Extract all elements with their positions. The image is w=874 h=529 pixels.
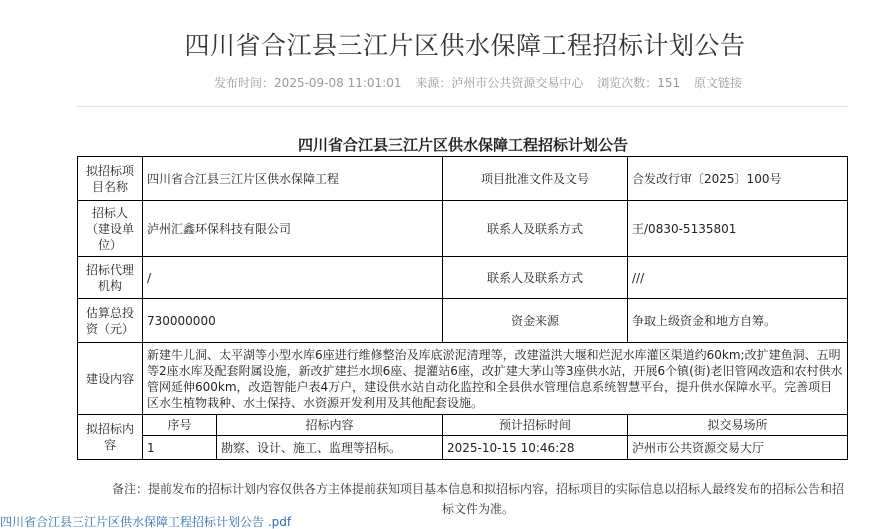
- source-value: 泸州市公共资源交易中心: [451, 76, 584, 90]
- publish-time: [214, 76, 401, 90]
- bid-content-label: 拟招标内容: [78, 415, 143, 460]
- agency-contact-label: 联系人及联系方式: [443, 257, 628, 299]
- document-title: 四川省合江县三江片区供水保障工程招标计划公告: [297, 136, 628, 154]
- approval-value: 合发改行审〔2025〕100号: [628, 157, 848, 201]
- funding-label: 资金来源: [443, 299, 628, 343]
- table-row: [78, 436, 848, 460]
- source-label: 来源：: [415, 76, 452, 90]
- tenderer-label: 招标人（建设单位）: [78, 201, 143, 257]
- publish-time-value: 2025-09-08 11:01:01: [274, 76, 402, 90]
- project-name-value: 四川省合江县三江片区供水保障工程: [143, 157, 443, 201]
- source: [415, 76, 583, 90]
- tender-plan-table: [77, 156, 848, 460]
- table-row: [78, 343, 848, 415]
- original-link[interactable]: 原文链接: [693, 76, 742, 90]
- investment-label: 估算总投资（元）: [78, 299, 143, 343]
- bid-time: 2025-10-15 10:46:28: [443, 436, 628, 460]
- view-count: [597, 76, 680, 90]
- content-value: 新建牛儿洞、太平湖等小型水库6座进行维修整治及库底淤泥清理等，改建溢洪大堰和烂泥水库灌区渠道约60km;改扩建鱼洞、五明等2座水库及配套附属设施，新改扩建拦水坝6座、提灌站6座，改扩建大茅山等3座供水站，开展6个镇(街)老旧管网改造和农村供水管网延伸600km，改造智能户表4万户，建设供水站自动化监控和全县供水管理信息系统智慧平台，提升供水保障水平。完善项目区水生植物栽种、水土保持、水资源开发利用及其他配套设施。: [143, 343, 848, 415]
- table-row: [78, 299, 848, 343]
- content-label: 建设内容: [78, 343, 143, 415]
- funding-value: 争取上级资金和地方自筹。: [628, 299, 848, 343]
- publish-label: 发布时间：: [214, 76, 275, 90]
- views-value: 151: [657, 76, 681, 90]
- bid-header-no: 序号: [143, 415, 217, 436]
- agency-value: /: [143, 257, 443, 299]
- bid-place: 泸州市公共资源交易大厅: [628, 436, 848, 460]
- project-name-label: 拟招标项目名称: [78, 157, 143, 201]
- agency-label: 招标代理机构: [78, 257, 143, 299]
- table-row: [78, 157, 848, 201]
- investment-value: 730000000: [143, 299, 443, 343]
- views-label: 浏览次数：: [597, 76, 658, 90]
- approval-label: 项目批准文件及文号: [443, 157, 628, 201]
- header-divider: [76, 106, 848, 107]
- bid-content: 勘察、设计、施工、监理等招标。: [217, 436, 443, 460]
- footnote: 备注：提前发布的招标计划内容仅供各方主体提前获知项目基本信息和拟招标内容，招标项目的实际信息以招标人最终发布的招标公告和招标文件为准。: [111, 482, 844, 516]
- bid-header-content: 招标内容: [217, 415, 443, 436]
- table-row: [78, 201, 848, 257]
- table-row: [78, 257, 848, 299]
- contact-label: 联系人及联系方式: [443, 201, 628, 257]
- page-title: 四川省合江县三江片区供水保障工程招标计划公告: [184, 31, 746, 60]
- table-row: [78, 415, 848, 436]
- bid-header-place: 拟交易场所: [628, 415, 848, 436]
- article-meta: [0, 74, 874, 91]
- contact-value: 王/0830-5135801: [628, 201, 848, 257]
- agency-contact-value: ///: [628, 257, 848, 299]
- bid-no: 1: [143, 436, 217, 460]
- attachment-link[interactable]: 四川省合江县三江片区供水保障工程招标计划公告 .pdf: [0, 515, 292, 529]
- bid-header-time: 预计招标时间: [443, 415, 628, 436]
- tenderer-value: 泸州汇鑫环保科技有限公司: [143, 201, 443, 257]
